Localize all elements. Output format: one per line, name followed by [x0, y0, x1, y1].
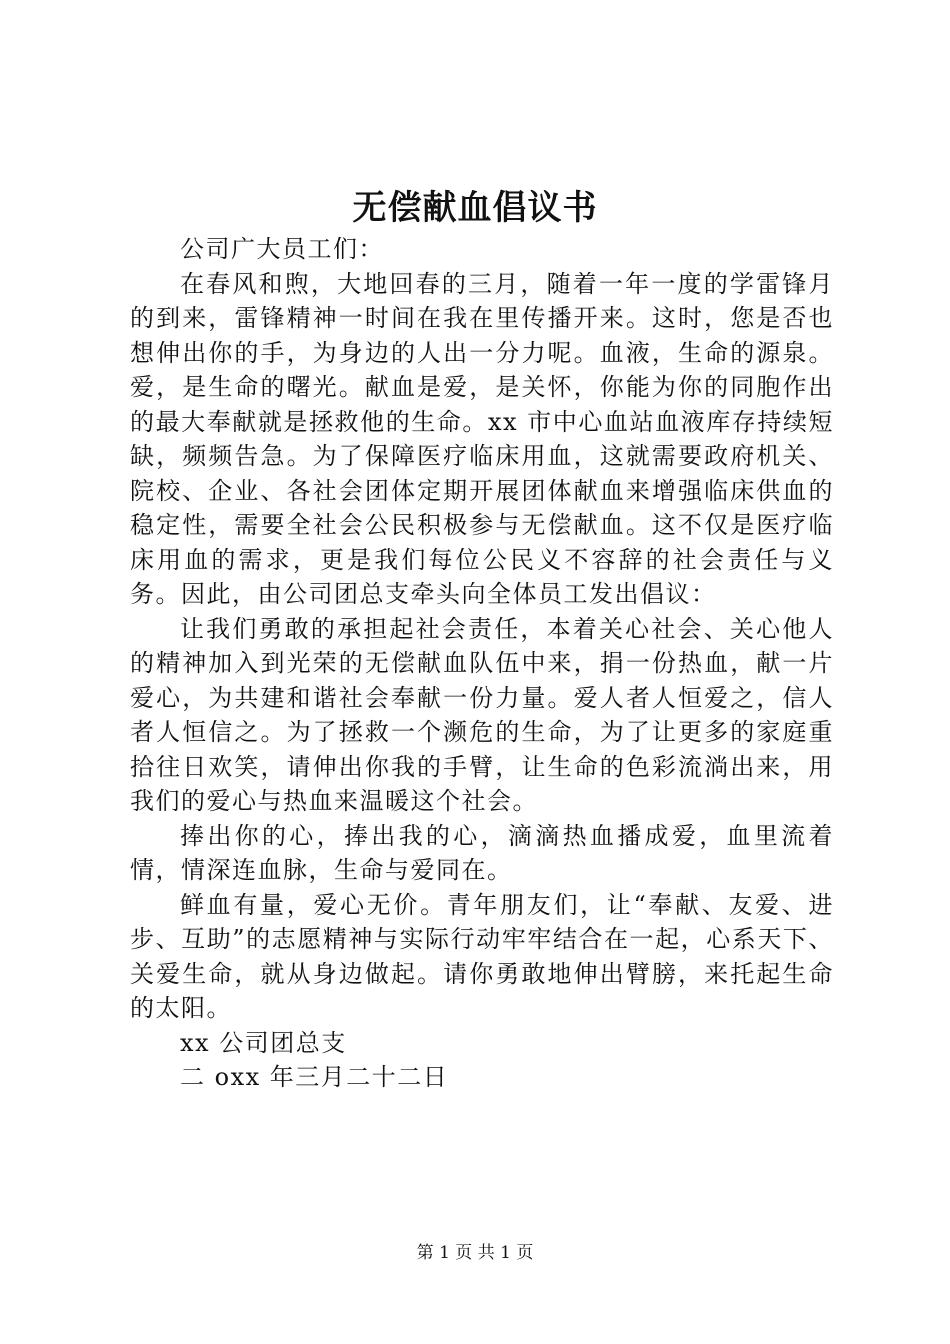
signature-block — [130, 1026, 834, 1095]
document-body — [130, 232, 834, 1095]
signature: xx 公司团总支 — [180, 1028, 347, 1057]
paragraph-3: 捧出你的心，捧出我的心，滴滴热血播成爱，血里流着情，情深连血脉，生命与爱同在。 — [130, 821, 834, 884]
salutation: 公司广大员工们： — [180, 235, 384, 263]
paragraph-2: 让我们勇敢的承担起社会责任，本着关心社会、关心他人的精神加入到光荣的无偿献血队伍中来，捐一份热血，献一片爱心，为共建和谐社会奉献一份力量。爱人者人恒爱之，信人者人恒信之。为了拯救一个濒危的生命，为了让更多的家庭重拾往日欢笑，请伸出你我的手臂，让生命的色彩流淌出来，用我们的爱心与热血来温暖这个社会。 — [130, 614, 834, 815]
paragraph-1: 在春风和煦，大地回春的三月，随着一年一度的学雷锋月的到来，雷锋精神一时间在我在里传播开来。这时，您是否也想伸出你的手，为身边的人出一分力呢。血液，生命的源泉。爱，是生命的曙光。献血是爱，是关怀，你能为你的同胞作出的最大奉献就是拯救他的生命。xx 市中心血站血液库存持续短缺，频频告急。为了保障医疗临床用血，这就需要政府机关、院校、企业、各社会团体定期开展团体献血来增强临床供血的稳定性，需要全社会公民积极参与无偿献血。这不仅是医疗临床用血的需求，更是我们每位公民义不容辞的社会责任与义务。因此，由公司团总支牵头向全体员工发出倡议： — [130, 269, 834, 608]
date: 二 oxx 年三月二十二日 — [180, 1063, 449, 1091]
paragraph-4: 鲜血有量，爱心无价。青年朋友们，让“奉献、友爱、进步、互助”的志愿精神与实际行动牢牢结合在一起，心系天下、关爱生命，就从身边做起。请你勇敢地伸出臂膀，来托起生命的太阳。 — [130, 890, 834, 1022]
page-footer: 第 1 页 共 1 页 — [416, 1243, 534, 1263]
document-title: 无偿献血倡议书 — [352, 188, 598, 228]
